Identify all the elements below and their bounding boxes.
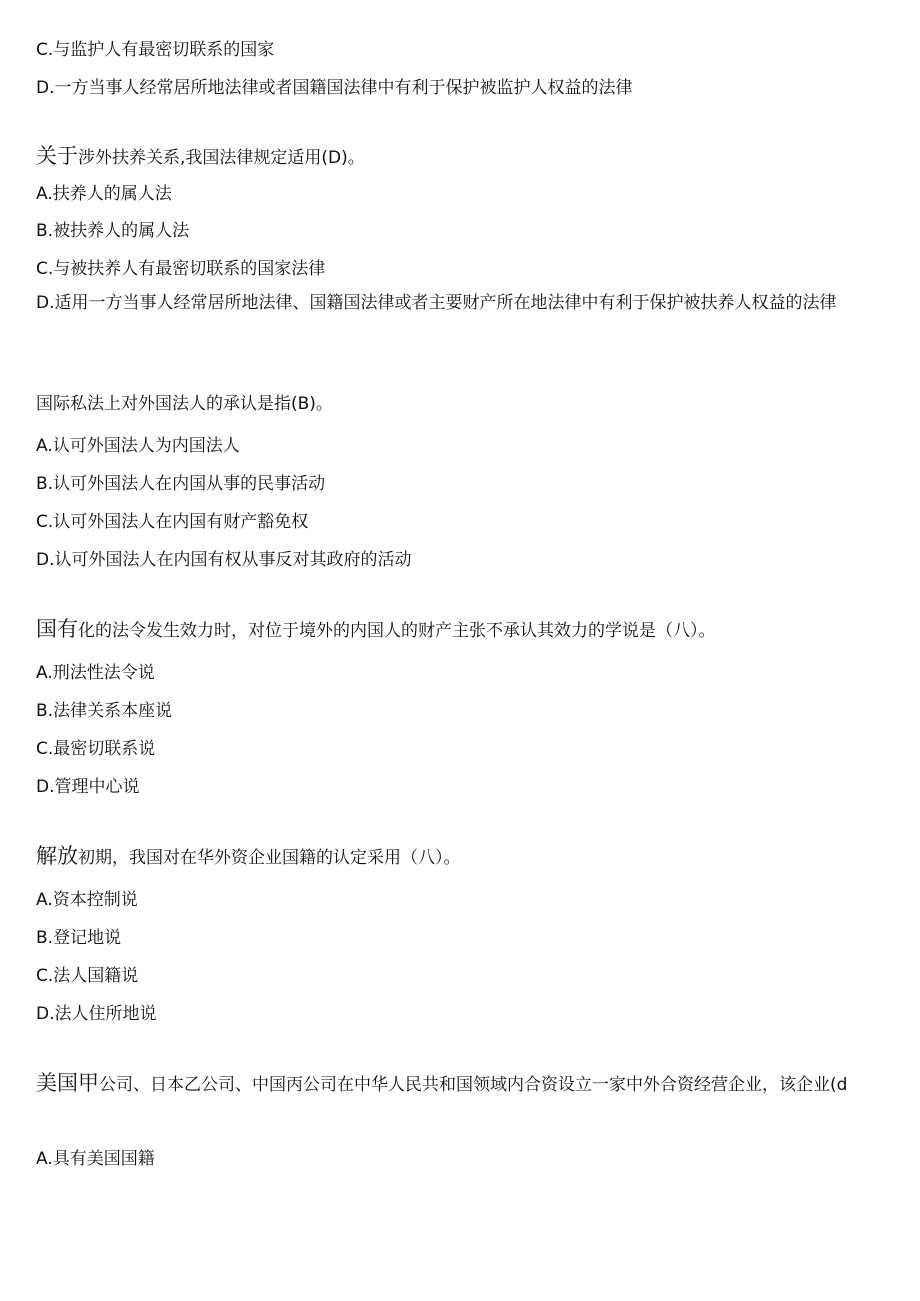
question-stem: 国际私法上对外国法人的承认是指(B)。 (36, 394, 333, 414)
question-text: 公司、日本乙公司、中国丙公司在中华人民共和国领域内合资设立一家中外合资经营企业，该企业(d (99, 1075, 848, 1095)
option-line: B.登记地说 (36, 928, 122, 948)
question-text: 化的法令发生效力时，对位于境外的内国人的财产主张不承认其效力的学说是（八）。 (78, 621, 716, 641)
option-line: C.最密切联系说 (36, 739, 156, 759)
option-line: C.与被扶养人有最密切联系的国家法律 (36, 259, 326, 279)
option-line: C.与监护人有最密切联系的国家 (36, 40, 275, 60)
question-stem (36, 1066, 886, 1102)
option-line: D.管理中心说 (36, 777, 140, 797)
question-text: 涉外扶养关系,我国法律规定适用(D)。 (78, 148, 365, 168)
question-stem (36, 845, 461, 869)
question-lead: 关于 (36, 144, 78, 168)
option-line: A.扶养人的属人法 (36, 184, 172, 204)
option-line: D.一方当事人经常居所地法律或者国籍国法律中有利于保护被监护人权益的法律 (36, 78, 633, 98)
question-stem (36, 618, 716, 642)
option-line: B.被扶养人的属人法 (36, 221, 190, 241)
option-line: A.具有美国国籍 (36, 1149, 155, 1169)
question-lead: 国有 (36, 617, 78, 641)
option-line: B.法律关系本座说 (36, 701, 173, 721)
option-line: A.资本控制说 (36, 890, 138, 910)
question-stem (36, 145, 365, 169)
question-text: 初期，我国对在华外资企业国籍的认定采用（八）。 (78, 848, 461, 868)
option-line: C.认可外国法人在内国有财产豁免权 (36, 512, 309, 532)
option-line: A.认可外国法人为内国法人 (36, 436, 240, 456)
question-lead: 美国甲 (36, 1071, 99, 1095)
question-lead: 解放 (36, 844, 78, 868)
option-line: D.法人住所地说 (36, 1004, 157, 1024)
option-line: B.认可外国法人在内国从事的民事活动 (36, 474, 326, 494)
option-line: D.适用一方当事人经常居所地法律、国籍国法律或者主要财产所在地法律中有利于保护被扶养人权益的法律 (36, 293, 837, 313)
option-line: A.刑法性法令说 (36, 663, 155, 683)
option-line: D.认可外国法人在内国有权从事反对其政府的活动 (36, 550, 412, 570)
option-line: C.法人国籍说 (36, 966, 139, 986)
